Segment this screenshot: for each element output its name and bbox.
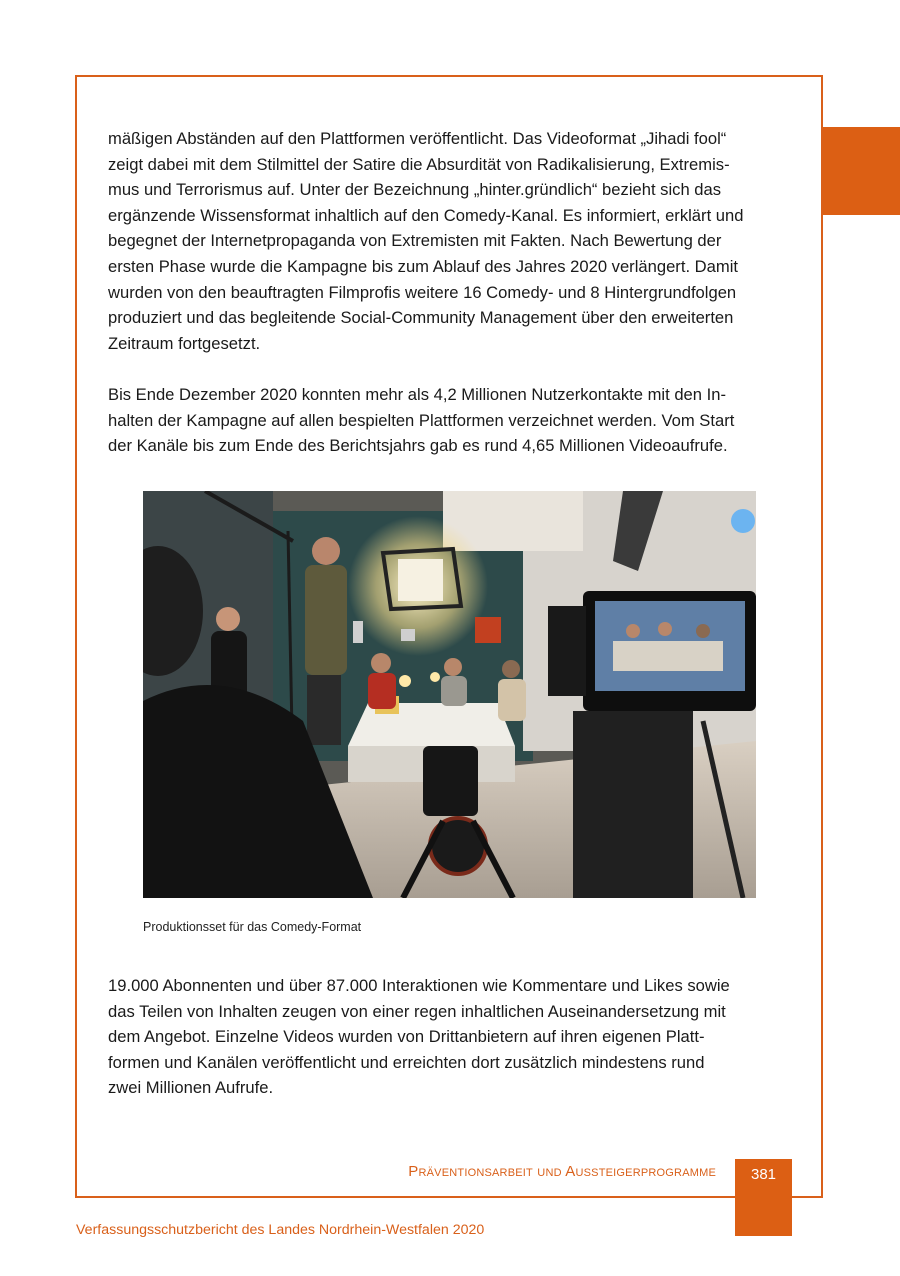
page-number: 381 bbox=[750, 1166, 777, 1183]
body-paragraph-2 bbox=[108, 382, 798, 459]
text-line: zeigt dabei mit dem Stilmittel der Satire die Absurdität von Radikalisierung, Extremis- bbox=[108, 154, 730, 174]
body-paragraph-3 bbox=[108, 973, 798, 1101]
text-line: Bis Ende Dezember 2020 konnten mehr als 4,2 Millionen Nutzerkontakte mit den In- bbox=[108, 385, 726, 404]
figure-caption: Produktionsset für das Comedy-Format bbox=[143, 920, 362, 934]
text-line: Zeitraum fortgesetzt. bbox=[108, 333, 261, 353]
text-line: ersten Phase wurde die Kampagne bis zum Ablauf des Jahres 2020 verlängert. Damit bbox=[108, 256, 738, 276]
text-line: zwei Millionen Aufrufe. bbox=[108, 1078, 274, 1098]
document-title-footer: Verfassungsschutzbericht des Landes Nordrhein-Westfalen 2020 bbox=[76, 1222, 485, 1238]
running-footer-section-title bbox=[408, 1163, 716, 1180]
text-line: ergänzende Wissensformat inhaltlich auf den Comedy-Kanal. Es informiert, erklärt und bbox=[108, 205, 744, 225]
text-line: mus und Terrorismus auf. Unter der Bezeichnung „hinter.gründlich“ bezieht sich das bbox=[108, 180, 722, 200]
production-set-photo bbox=[143, 491, 756, 898]
page-number-box bbox=[735, 1159, 792, 1236]
text-line: wurden von den beauftragten Filmprofis weitere 16 Comedy- und 8 Hintergrundfolgen bbox=[108, 282, 737, 302]
body-paragraph-1 bbox=[108, 126, 798, 356]
text-line: 19.000 Abonnenten und über 87.000 Interaktionen wie Kommentare und Likes sowie bbox=[108, 976, 730, 995]
text-line: das Teilen von Inhalten zeugen von einer regen inhaltlichen Auseinandersetzung mit bbox=[108, 1001, 726, 1021]
text-line: der Kanäle bis zum Ende des Berichtsjahrs gab es rund 4,65 Millionen Videoaufrufe. bbox=[108, 436, 728, 456]
text-line: produziert und das begleitende Social-Community Management über den erweiterten bbox=[108, 308, 734, 328]
text-line: halten der Kampagne auf allen bespielten Plattformen verzeichnet werden. Vom Start bbox=[108, 410, 735, 430]
section-title-text: Präventionsarbeit und Aussteigerprogramme bbox=[408, 1163, 716, 1180]
text-line: dem Angebot. Einzelne Videos wurden von Drittanbietern auf ihren eigenen Platt- bbox=[108, 1027, 705, 1047]
chapter-tab-marker bbox=[823, 127, 900, 215]
text-line: mäßigen Abständen auf den Plattformen veröffentlicht. Das Videoformat „Jihadi fool“ bbox=[108, 129, 727, 148]
text-line: formen und Kanälen veröffentlicht und erreichten dort zusätzlich mindestens rund bbox=[108, 1052, 705, 1072]
text-line: begegnet der Internetpropaganda von Extremisten mit Fakten. Nach Bewertung der bbox=[108, 231, 722, 251]
